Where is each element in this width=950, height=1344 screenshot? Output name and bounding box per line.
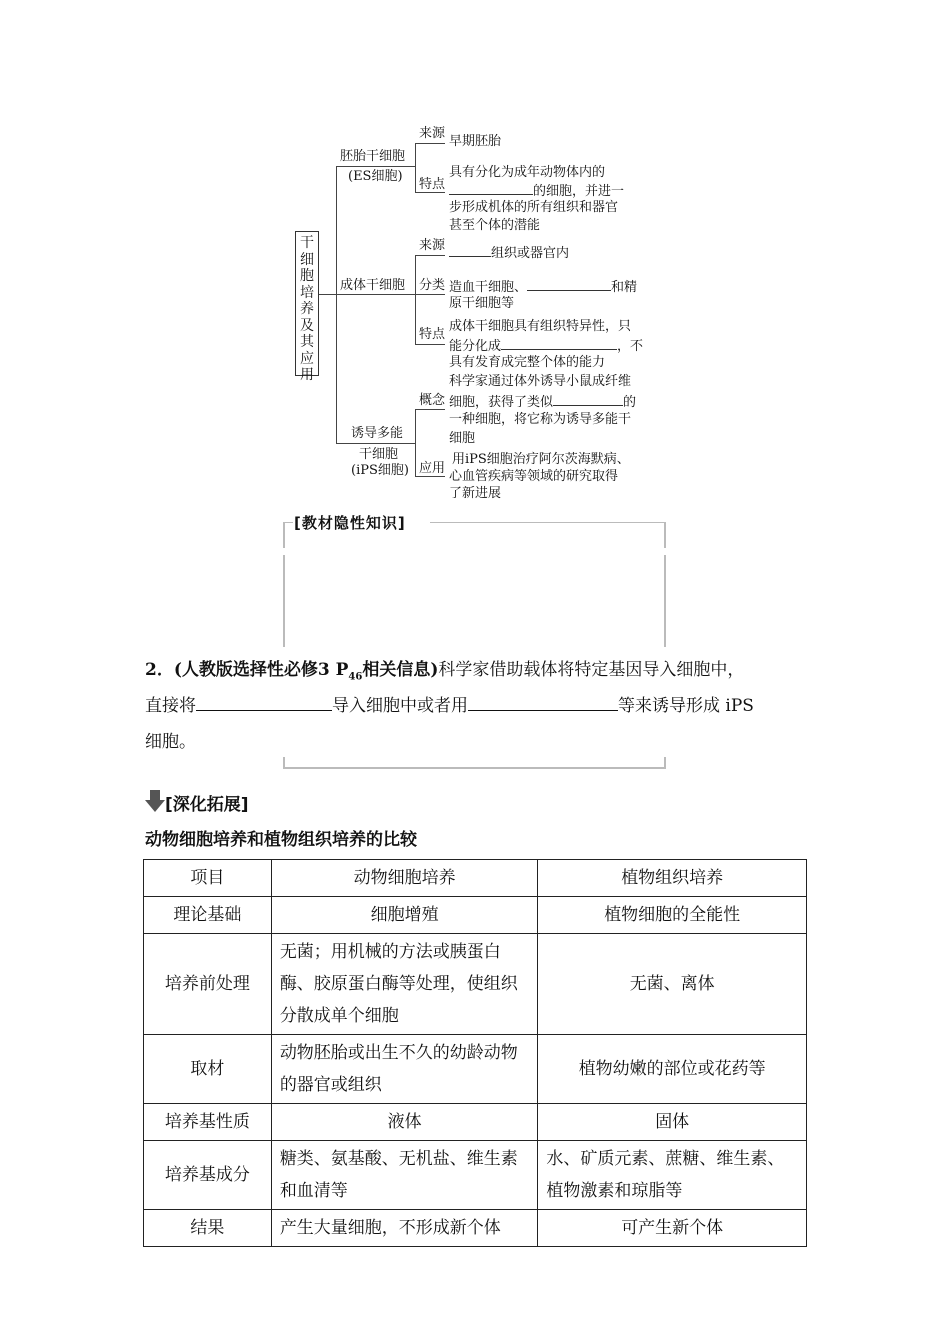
es-feature-label: 特点 — [419, 177, 446, 192]
frame-bottom — [283, 767, 666, 769]
table-row — [144, 897, 807, 934]
table-cell: 无菌；用机械的方法或胰蛋白酶、胶原蛋白酶等处理，使组织分散成单个细胞 — [271, 934, 538, 1035]
table-cell: 糖类、氨基酸、无机盐、维生素和血清等 — [271, 1141, 538, 1210]
table-cell: 培养基成分 — [144, 1141, 272, 1210]
question-number: 2． — [145, 660, 174, 680]
table-cell: 结果 — [144, 1210, 272, 1247]
adult-source-label: 来源 — [419, 238, 446, 253]
table-row — [144, 1210, 807, 1247]
trunk-vertical — [336, 166, 337, 444]
question-line2: 直接将 导入细胞中或者用 等来诱导形成 iPS — [145, 688, 754, 724]
branch-ips-sub2: (iPS细胞) — [351, 463, 409, 478]
frame-right — [664, 555, 666, 647]
table-row — [144, 1035, 807, 1104]
branch-ips-sub: 干细胞 — [359, 447, 399, 462]
table-header: 植物组织培养 — [538, 860, 807, 897]
ips-concept-label: 概念 — [419, 393, 446, 408]
table-header: 项目 — [144, 860, 272, 897]
table-cell: 植物幼嫩的部位或花药等 — [538, 1035, 807, 1104]
adult-source-blank — [449, 243, 491, 257]
ips-app-line2: 心血管疾病等领域的研究取得 — [449, 469, 619, 484]
table-cell: 固体 — [538, 1104, 807, 1141]
adult-class-blank — [527, 277, 611, 291]
branch-adult-top — [415, 255, 445, 256]
trunk-connector — [319, 294, 337, 295]
ips-app-label: 应用 — [419, 461, 446, 476]
branch-es-top — [415, 143, 445, 144]
adult-class-label: 分类 — [419, 278, 446, 293]
es-source-text: 早期胚胎 — [449, 134, 502, 149]
trunk-branch-3 — [336, 443, 416, 444]
branch-ips-name: 诱导多能 — [351, 426, 404, 441]
adult-feature-line1: 成体干细胞具有组织特异性，只 — [449, 319, 632, 334]
table-cell: 液体 — [271, 1104, 538, 1141]
branch-adult-name: 成体干细胞 — [340, 278, 406, 293]
table-header-row — [144, 860, 807, 897]
frame-right-top — [664, 522, 666, 548]
extension-subtitle: 动物细胞培养和植物组织培养的比较 — [145, 830, 417, 850]
table-cell: 细胞增殖 — [271, 897, 538, 934]
frame-left — [283, 555, 285, 647]
ips-concept-line4: 细胞 — [449, 431, 476, 446]
extension-header: [深化拓展] — [165, 795, 249, 815]
ips-app-line1: 用iPS细胞治疗阿尔茨海默病、 — [452, 452, 630, 467]
table-cell: 水、矿质元素、蔗糖、维生素、植物激素和琼脂等 — [538, 1141, 807, 1210]
ips-concept-line2: 细胞，获得了类似 的 — [449, 392, 636, 412]
table-row — [144, 1141, 807, 1210]
table-cell: 植物细胞的全能性 — [538, 897, 807, 934]
adult-class-line1: 造血干细胞、 和精 — [449, 277, 637, 297]
branch-adult-bottom — [415, 344, 445, 345]
table-cell: 无菌、离体 — [538, 934, 807, 1035]
ips-app-line3: 了新进展 — [449, 486, 502, 501]
table-cell: 产生大量细胞，不形成新个体 — [271, 1210, 538, 1247]
table-row — [144, 1104, 807, 1141]
down-arrow-icon — [145, 790, 165, 812]
question-source: (人教版选择性必修3 $P_{46}$相关信息) — [173, 660, 439, 683]
branch-es-vertical — [415, 143, 416, 193]
frame-left-top — [283, 522, 285, 548]
es-source-label: 来源 — [419, 126, 446, 141]
branch-es-sub: (ES细胞) — [348, 169, 403, 184]
answer-blank-1[interactable] — [196, 692, 332, 711]
question-line1: 2．(人教版选择性必修3 $P_{46}$相关信息)科学家借助载体将特定基因导入细胞中， — [145, 660, 745, 683]
diagram-title: 干细胞培养及其应用 — [295, 231, 319, 376]
comparison-table — [143, 859, 807, 1247]
question-line3: 细胞。 — [145, 732, 196, 752]
table-cell: 理论基础 — [144, 897, 272, 934]
es-feature-line1: 具有分化为成年动物体内的 — [449, 165, 606, 180]
es-feature-line4: 甚至个体的潜能 — [449, 218, 541, 233]
es-feature-line3: 步形成机体的所有组织和器官 — [449, 200, 619, 215]
table-cell: 取材 — [144, 1035, 272, 1104]
branch-adult-vertical — [415, 255, 416, 345]
table-cell: 可产生新个体 — [538, 1210, 807, 1247]
ips-concept-line1: 科学家通过体外诱导小鼠成纤维 — [449, 374, 632, 389]
adult-feature-line3: 具有发育成完整个体的能力 — [449, 355, 606, 370]
answer-blank-2[interactable] — [468, 692, 618, 711]
ips-concept-line3: 一种细胞，将它称为诱导多能干 — [449, 412, 632, 427]
table-header: 动物细胞培养 — [271, 860, 538, 897]
frame-top-right — [430, 522, 666, 523]
table-cell: 培养前处理 — [144, 934, 272, 1035]
adult-feature-blank — [501, 336, 617, 350]
adult-class-line2: 原干细胞等 — [449, 296, 515, 311]
es-feature-line2: 的细胞，并进一 — [449, 181, 624, 201]
branch-ips-vertical — [415, 409, 416, 477]
ips-concept-blank — [553, 392, 623, 406]
table-cell: 动物胚胎或出生不久的幼龄动物的器官或组织 — [271, 1035, 538, 1104]
hidden-knowledge-header: [教材隐性知识] — [294, 514, 406, 532]
table-cell: 培养基性质 — [144, 1104, 272, 1141]
branch-es-name: 胚胎干细胞 — [340, 149, 406, 164]
es-feature-blank — [449, 181, 533, 195]
adult-feature-line2: 能分化成 ，不 — [449, 336, 643, 356]
adult-feature-label: 特点 — [419, 327, 446, 342]
adult-source-line: 组织或器官内 — [449, 243, 569, 263]
trunk-branch-1 — [336, 166, 416, 167]
table-row — [144, 934, 807, 1035]
